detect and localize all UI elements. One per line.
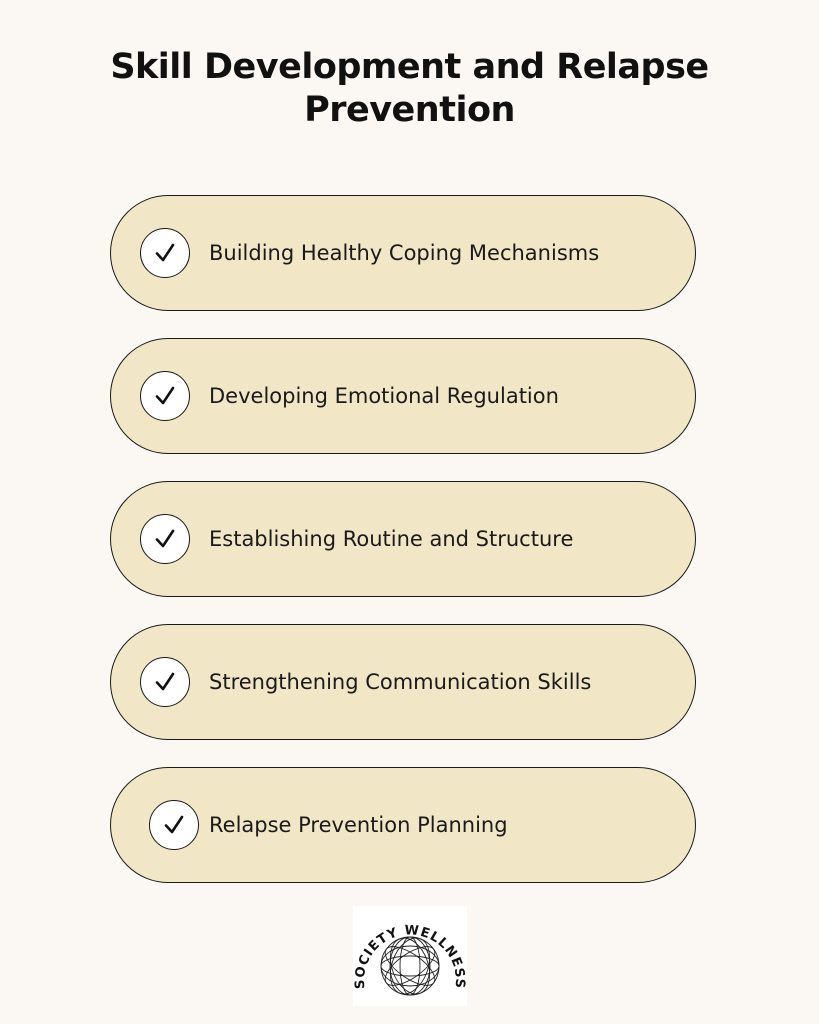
check-icon [140,657,190,707]
check-icon [140,371,190,421]
list-item [110,624,696,740]
list-item-label: Establishing Routine and Structure [209,527,574,551]
page-title [0,46,819,132]
check-icon [140,228,190,278]
list-item [110,481,696,597]
list-item [110,767,696,883]
page-title-line-1: Skill Development and Relapse [110,47,709,87]
page-title-line-2: Prevention [304,90,515,130]
list-item-label: Strengthening Communication Skills [209,670,592,694]
check-icon [140,514,190,564]
list-item [110,195,696,311]
list-item-label: Building Healthy Coping Mechanisms [209,241,600,265]
logo [353,906,467,1006]
list-item [110,338,696,454]
check-icon [149,800,199,850]
globe-icon [353,906,467,1006]
list-item-label: Relapse Prevention Planning [209,813,508,837]
list-item-label: Developing Emotional Regulation [209,384,559,408]
logo-text: SOCIETY WELLNESS [353,923,467,990]
